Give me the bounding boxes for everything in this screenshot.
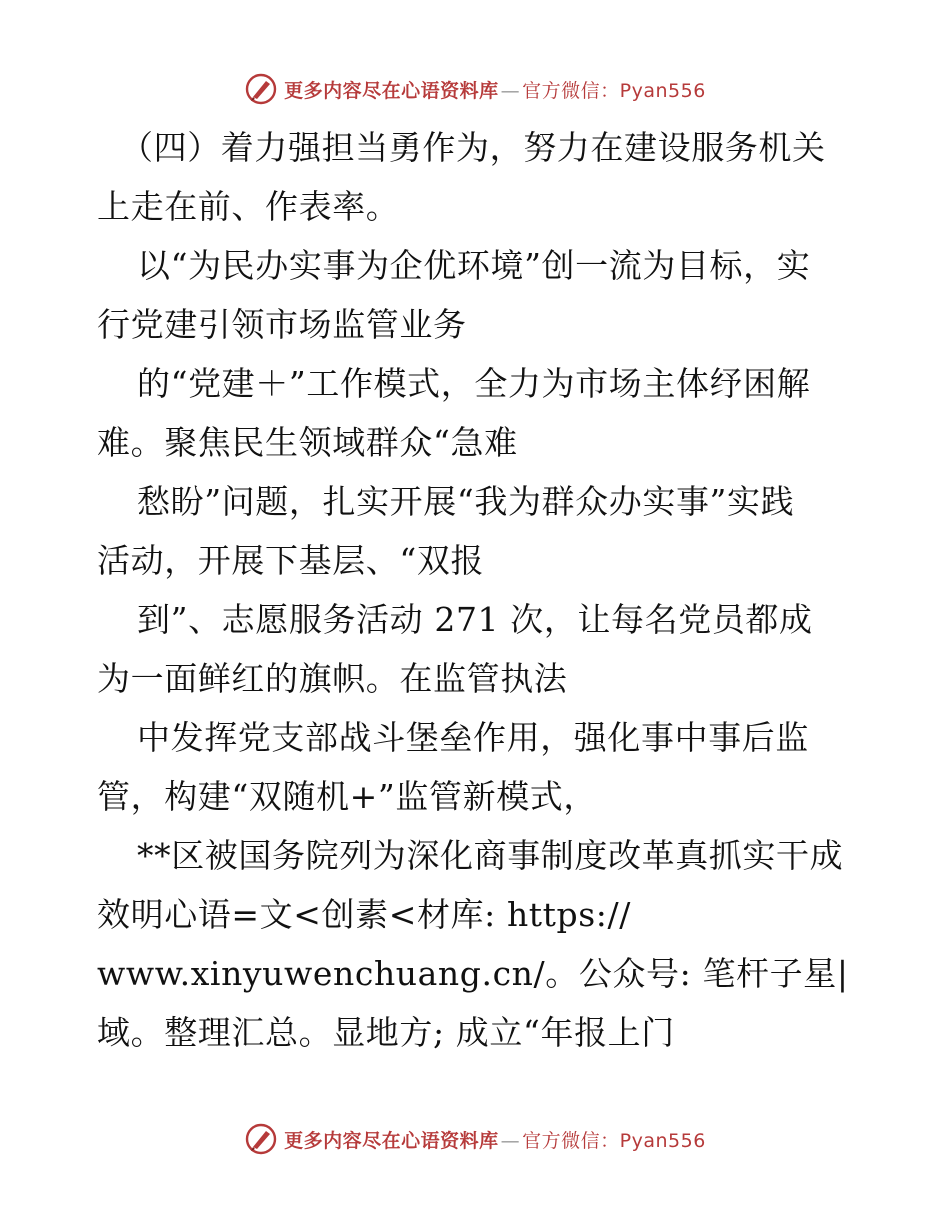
watermark-separator: — [500,79,521,102]
paragraph-line: www.xinyuwenchuang.cn/。公众号: 笔杆子星| [97,954,849,993]
footer-watermark [0,1122,950,1156]
paragraph-line: 上走在前、作表率。 [97,187,400,226]
paragraph-line: 活动，开展下基层、“双报 [97,541,485,580]
paragraph-line: 效明心语=文<创素<材库: https:// [97,895,631,934]
paragraph-line: **区被国务院列为深化商事制度改革真抓实干成 [137,836,844,875]
paragraph-line: 行党建引领市场监管业务 [97,305,467,344]
watermark-text [284,1126,706,1153]
quill-pen-logo-icon [244,72,278,106]
paragraph-line: 域。整理汇总。显地方; 成立“年报上门 [97,1013,675,1052]
watermark-contact: 官方微信：Pyan556 [522,79,706,102]
paragraph-line: 中发挥党支部战斗堡垒作用，强化事中事后监 [137,718,809,757]
paragraph-line: 以“为民办实事为企优环境”创一流为目标，实 [137,246,811,285]
watermark-contact: 官方微信：Pyan556 [522,1129,706,1152]
paragraph-line: 为一面鲜红的旗帜。在监管执法 [97,659,568,698]
header-watermark [0,72,950,106]
paragraph-line: 愁盼”问题，扎实开展“我为群众办实事”实践 [137,482,795,521]
watermark-separator: — [500,1129,521,1152]
paragraph-line: 难。聚焦民生领域群众“急难 [97,423,518,462]
paragraph-line: 到”、志愿服务活动 271 次，让每名党员都成 [137,600,813,639]
quill-pen-logo-icon [244,1122,278,1156]
paragraph-line: 管，构建“双随机+”监管新模式， [97,777,597,816]
watermark-brand: 更多内容尽在心语资料库 [284,79,499,102]
paragraph-line: 的“党建＋”工作模式，全力为市场主体纾困解 [137,364,811,403]
watermark-text [284,76,706,103]
watermark-brand: 更多内容尽在心语资料库 [284,1129,499,1152]
paragraph-line: （四）着力强担当勇作为，努力在建设服务机关 [120,128,826,167]
